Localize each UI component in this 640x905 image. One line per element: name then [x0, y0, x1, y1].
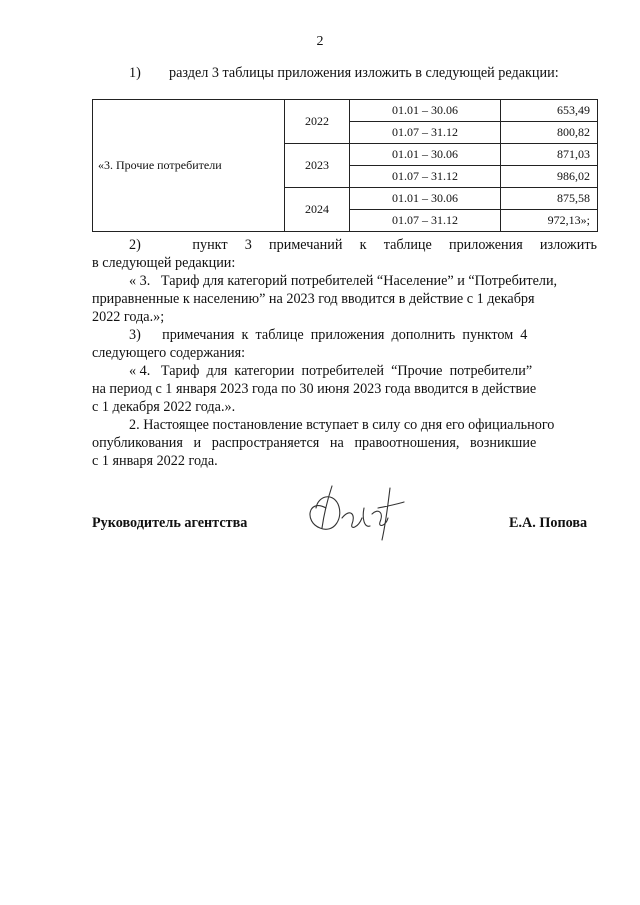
category-cell: «3. Прочие потребители [93, 100, 285, 232]
item3-line1: 3) примечания к таблице приложения дополнить пунктом 4 [129, 327, 528, 343]
item3-quote-line1: « 4. Тариф для категории потребителей “Прочие потребители” [129, 363, 533, 379]
item2-quote-line2: приравненные к населению” на 2023 год вводится в действие с 1 декабря [92, 291, 535, 307]
period-cell: 01.01 – 30.06 [350, 188, 501, 210]
item3-quote-line3: с 1 декабря 2022 года.». [92, 399, 236, 415]
period-cell: 01.07 – 31.12 [350, 210, 501, 232]
item1-number: 1) [129, 65, 141, 81]
item2-line1: 2) пункт 3 примечаний к таблице приложения изложить [129, 237, 597, 253]
year-cell: 2024 [285, 188, 350, 232]
item2-quote-line3: 2022 года.»; [92, 309, 165, 325]
year-cell: 2022 [285, 100, 350, 144]
tariff-value-cell: 875,58 [501, 188, 598, 210]
clause2-line3: с 1 января 2022 года. [92, 453, 218, 469]
tariff-value-cell: 653,49 [501, 100, 598, 122]
year-cell: 2023 [285, 144, 350, 188]
clause2-line2: опубликования и распространяется на правоотношения, возникшие [92, 435, 537, 451]
table-row [93, 100, 598, 122]
tariff-value-cell: 871,03 [501, 144, 598, 166]
item2-quote-line1: « 3. Тариф для категорий потребителей “Население” и “Потребители, [129, 273, 558, 289]
clause2-line1: 2. Настоящее постановление вступает в силу со дня его официального [129, 417, 555, 433]
item2-line2: в следующей редакции: [92, 255, 236, 271]
signatory-name: Е.А. Попова [509, 515, 588, 531]
item3-quote-line2: на период с 1 января 2023 года по 30 июня 2023 года вводится в действие [92, 381, 537, 397]
period-cell: 01.07 – 31.12 [350, 166, 501, 188]
item1-text: раздел 3 таблицы приложения изложить в следующей редакции: [169, 65, 559, 81]
item3-line2: следующего содержания: [92, 345, 246, 361]
page-number: 2 [316, 34, 324, 49]
tariff-table [92, 99, 598, 232]
period-cell: 01.01 – 30.06 [350, 144, 501, 166]
tariff-value-cell: 972,13»; [501, 210, 598, 232]
signatory-position: Руководитель агентства [92, 515, 248, 531]
period-cell: 01.01 – 30.06 [350, 100, 501, 122]
handwritten-signature [298, 478, 408, 546]
tariff-value-cell: 986,02 [501, 166, 598, 188]
period-cell: 01.07 – 31.12 [350, 122, 501, 144]
tariff-value-cell: 800,82 [501, 122, 598, 144]
